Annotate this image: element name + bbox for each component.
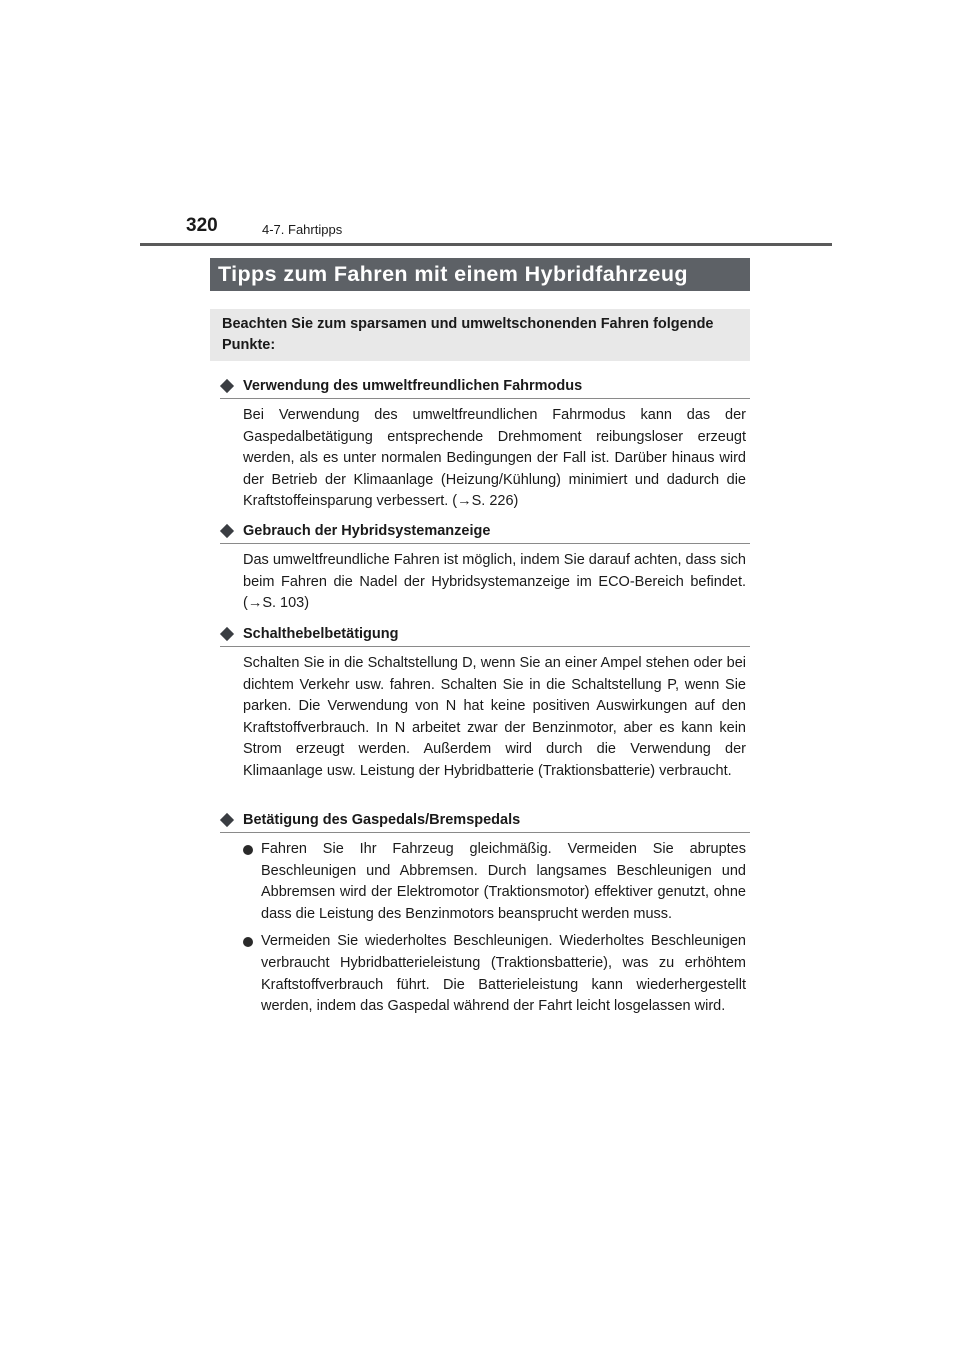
section-heading (220, 521, 750, 544)
header-divider (140, 243, 832, 246)
bullet-dot-icon (243, 937, 253, 947)
section-title: Verwendung des umweltfreundlichen Fahrmodus (243, 378, 583, 394)
diamond-bullet-icon (220, 813, 234, 827)
diamond-bullet-icon (220, 627, 234, 641)
list-item (243, 839, 746, 925)
section-title: Gebrauch der Hybridsystemanzeige (243, 523, 491, 539)
diamond-bullet-icon (220, 524, 234, 538)
section-body: Das umweltfreundliche Fahren ist möglich, indem Sie darauf achten, dass sich beim Fahren die Nadel der Hybridsystemanzeige im ECO-Bereich befindet. (→S. 103) (243, 552, 746, 612)
section-heading (220, 624, 750, 647)
page-title: Tipps zum Fahren mit einem Hybridfahrzeug (210, 258, 750, 291)
list-item (243, 931, 746, 1017)
section-pedals (220, 810, 750, 1018)
page-number: 320 (186, 215, 218, 236)
section-eco-mode (220, 376, 750, 513)
section-title: Schalthebelbetätigung (243, 626, 399, 642)
section-body: Bei Verwendung des umweltfreundlichen Fahrmodus kann das der Gaspedalbetätigung entsprechende Drehmoment reibungsloser erzeugt werden, als es unter normalen Bedingungen der Fall ist. Darüber hinaus wird der Betrieb der Klimaanlage (Heizung/Kühlung) minimiert und dadurch die Kraftstoffeinsparung verbessert. (→S. 226) (243, 407, 746, 510)
section-title: Betätigung des Gaspedals/Bremspedals (243, 812, 521, 828)
chapter-breadcrumb: 4-7. Fahrtipps (262, 222, 343, 237)
section-hybrid-indicator (220, 521, 750, 615)
section-heading (220, 376, 750, 399)
section-heading (220, 810, 750, 833)
section-shift-lever (220, 624, 750, 783)
section-body: Schalten Sie in die Schaltstellung D, wenn Sie an einer Ampel stehen oder bei dichtem Verkehr usw. fahren. Schalten Sie in die Schaltstellung P, wenn Sie parken. Die Verwendung von N hat keine positiven Auswirkungen auf den Kraftstoffverbrauch. In N arbeitet zwar der Benzinmotor, aber es kann kein Strom erzeugt werden. Außerdem wird durch die Verwendung der Klimaanlage usw. Leistung der Hybridbatterie (Traktionsbatterie) verbraucht. (243, 655, 746, 779)
list-item-text: Vermeiden Sie wiederholtes Beschleunigen. Wiederholtes Beschleunigen verbraucht Hybridbatterieleistung (Traktionsbatterie), was zu erhöhtem Kraftstoffverbrauch führt. Die Batterieleistung kann wiederhergestellt werden, indem das Gaspedal während der Fahrt leicht losgelassen wird. (261, 933, 746, 1015)
list-item-text: Fahren Sie Ihr Fahrzeug gleichmäßig. Vermeiden Sie abruptes Beschleunigen und Abbremsen. Durch langsames Beschleunigen und Abbremsen wird der Elektromotor (Traktionsmotor) effektiver genutzt, ohne dass die Leistung des Benzinmotors beansprucht werden muss. (261, 841, 746, 922)
bullet-dot-icon (243, 845, 253, 855)
diamond-bullet-icon (220, 379, 234, 393)
intro-box: Beachten Sie zum sparsamen und umweltschonenden Fahren folgende Punkte: (210, 309, 750, 361)
